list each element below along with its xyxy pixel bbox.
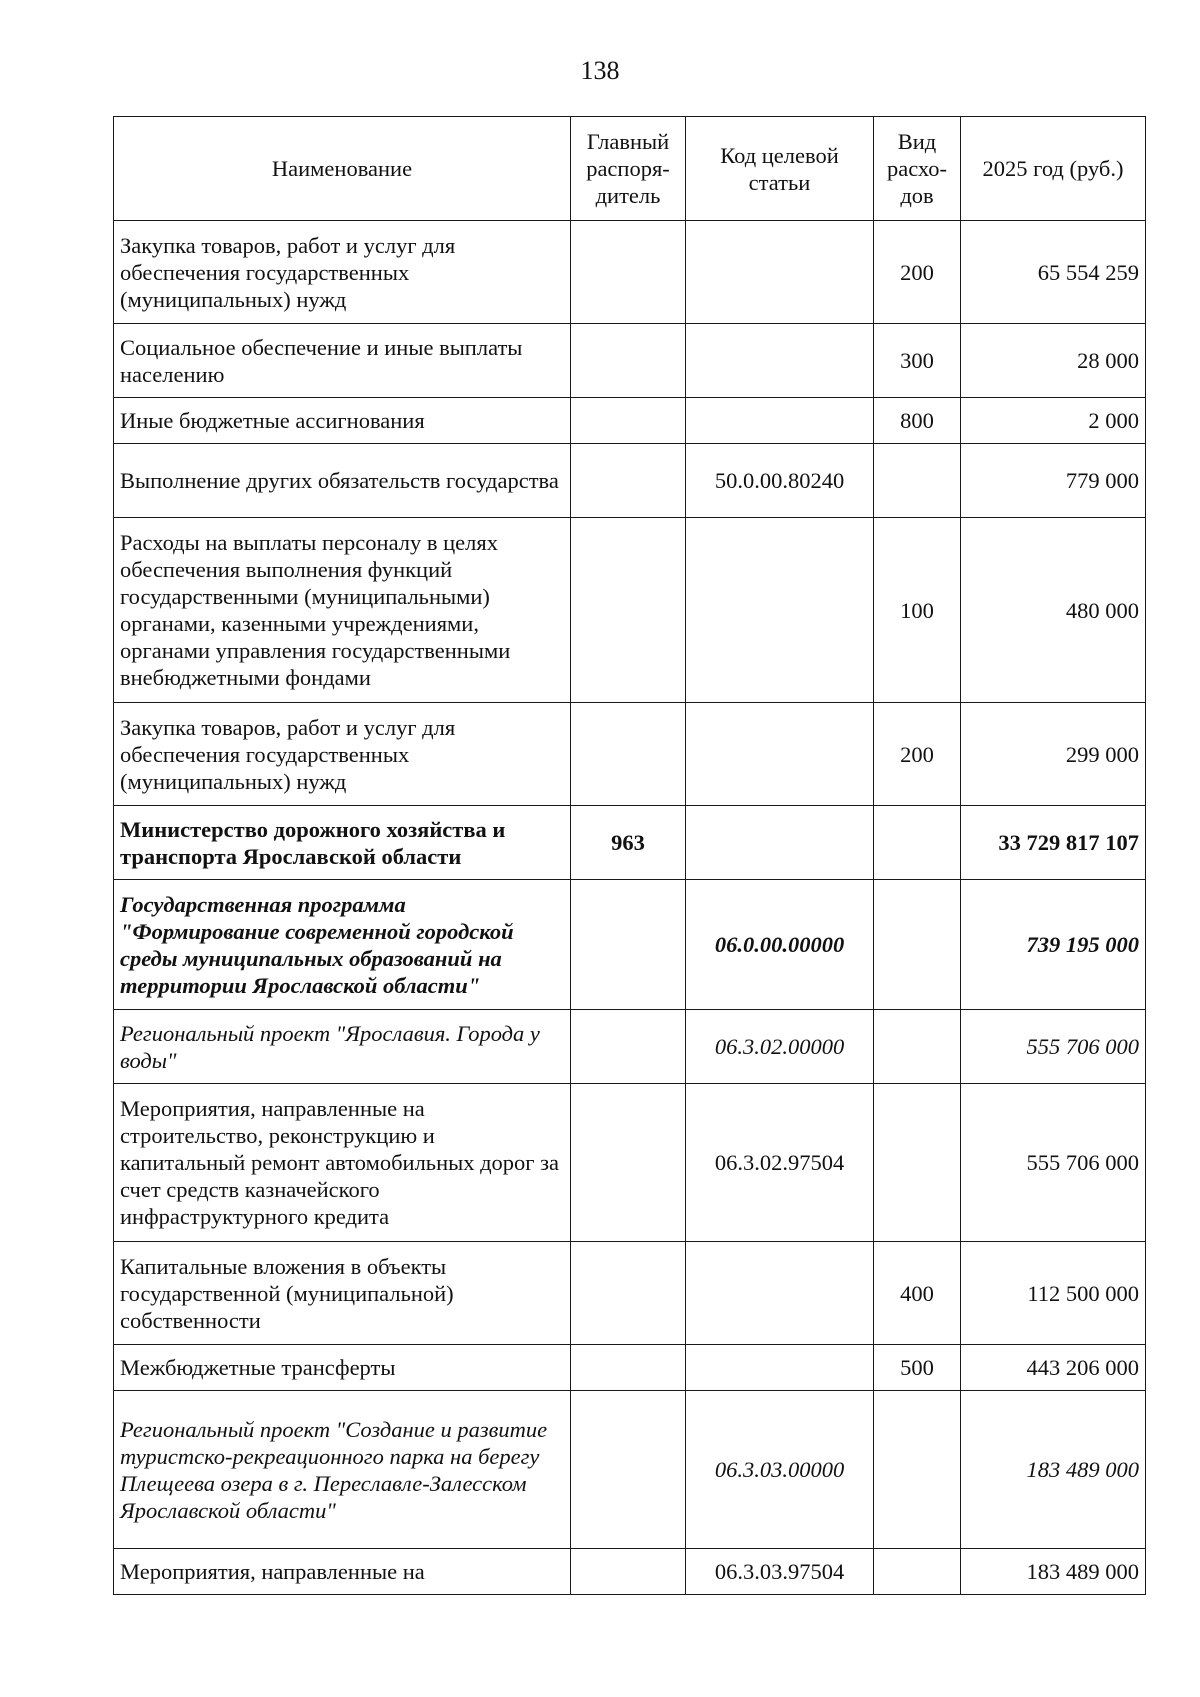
cell-type: 200 — [874, 221, 961, 324]
table-row — [114, 444, 1146, 518]
table-row — [114, 1084, 1146, 1242]
cell-name: Мероприятия, направленные на — [114, 1549, 571, 1595]
cell-code — [686, 1345, 874, 1391]
cell-code: 06.3.03.00000 — [686, 1391, 874, 1549]
cell-name: Выполнение других обязательств государства — [114, 444, 571, 518]
cell-amount: 555 706 000 — [961, 1084, 1146, 1242]
cell-amount: 443 206 000 — [961, 1345, 1146, 1391]
cell-type — [874, 1549, 961, 1595]
cell-name: Региональный проект "Ярославия. Города у воды" — [114, 1010, 571, 1084]
cell-amount: 299 000 — [961, 703, 1146, 806]
cell-distributor — [571, 518, 686, 703]
cell-amount: 739 195 000 — [961, 880, 1146, 1010]
cell-code — [686, 703, 874, 806]
header-name: Наименование — [114, 117, 571, 221]
cell-code: 06.3.02.97504 — [686, 1084, 874, 1242]
table-row — [114, 1010, 1146, 1084]
cell-type — [874, 444, 961, 518]
table-row — [114, 1391, 1146, 1549]
cell-type — [874, 880, 961, 1010]
header-type: Вид расхо-дов — [874, 117, 961, 221]
cell-name: Расходы на выплаты персоналу в целях обеспечения выполнения функций государственными (муниципальными) органами, казенными учреждениями, органами управления государственными внебюджетными фондами — [114, 518, 571, 703]
cell-code — [686, 806, 874, 880]
table-row — [114, 806, 1146, 880]
cell-distributor: 963 — [571, 806, 686, 880]
cell-code — [686, 398, 874, 444]
cell-type — [874, 1391, 961, 1549]
cell-distributor — [571, 1010, 686, 1084]
cell-type — [874, 1010, 961, 1084]
header-code: Код целевой статьи — [686, 117, 874, 221]
header-distributor: Главный распоря-дитель — [571, 117, 686, 221]
table-row — [114, 518, 1146, 703]
cell-amount: 65 554 259 — [961, 221, 1146, 324]
header-amount: 2025 год (руб.) — [961, 117, 1146, 221]
cell-distributor — [571, 221, 686, 324]
table-row — [114, 324, 1146, 398]
cell-amount: 112 500 000 — [961, 1242, 1146, 1345]
cell-distributor — [571, 1242, 686, 1345]
cell-code: 06.3.03.97504 — [686, 1549, 874, 1595]
cell-code: 50.0.00.80240 — [686, 444, 874, 518]
cell-type: 300 — [874, 324, 961, 398]
table-header-row — [114, 117, 1146, 221]
cell-type: 200 — [874, 703, 961, 806]
cell-code — [686, 518, 874, 703]
cell-amount: 183 489 000 — [961, 1549, 1146, 1595]
table-row — [114, 221, 1146, 324]
cell-name: Мероприятия, направленные на строительство, реконструкцию и капитальный ремонт автомобильных дорог за счет средств казначейского инфраструктурного кредита — [114, 1084, 571, 1242]
cell-amount: 779 000 — [961, 444, 1146, 518]
cell-code: 06.3.02.00000 — [686, 1010, 874, 1084]
cell-distributor — [571, 880, 686, 1010]
cell-amount: 183 489 000 — [961, 1391, 1146, 1549]
cell-name: Министерство дорожного хозяйства и транспорта Ярославской области — [114, 806, 571, 880]
cell-type: 100 — [874, 518, 961, 703]
cell-amount: 2 000 — [961, 398, 1146, 444]
cell-type — [874, 806, 961, 880]
cell-name: Капитальные вложения в объекты государственной (муниципальной) собственности — [114, 1242, 571, 1345]
cell-type: 500 — [874, 1345, 961, 1391]
cell-type — [874, 1084, 961, 1242]
page-number: 138 — [580, 56, 620, 85]
cell-name: Закупка товаров, работ и услуг для обеспечения государственных (муниципальных) нужд — [114, 703, 571, 806]
cell-distributor — [571, 1084, 686, 1242]
cell-code: 06.0.00.00000 — [686, 880, 874, 1010]
cell-amount: 480 000 — [961, 518, 1146, 703]
table-row — [114, 703, 1146, 806]
cell-distributor — [571, 398, 686, 444]
cell-distributor — [571, 703, 686, 806]
cell-distributor — [571, 444, 686, 518]
table-row — [114, 880, 1146, 1010]
cell-name: Закупка товаров, работ и услуг для обеспечения государственных (муниципальных) нужд — [114, 221, 571, 324]
table-row — [114, 1549, 1146, 1595]
cell-name: Социальное обеспечение и иные выплаты населению — [114, 324, 571, 398]
cell-name: Государственная программа "Формирование современной городской среды муниципальных образований на территории Ярославской области" — [114, 880, 571, 1010]
table-row — [114, 398, 1146, 444]
cell-amount: 555 706 000 — [961, 1010, 1146, 1084]
cell-code — [686, 1242, 874, 1345]
cell-name: Региональный проект "Создание и развитие туристско-рекреационного парка на берегу Плещеева озера в г. Переславле-Залесском Ярославской области" — [114, 1391, 571, 1549]
table-body — [114, 221, 1146, 1595]
cell-distributor — [571, 1549, 686, 1595]
cell-code — [686, 324, 874, 398]
cell-type: 800 — [874, 398, 961, 444]
cell-distributor — [571, 1345, 686, 1391]
cell-distributor — [571, 324, 686, 398]
cell-type: 400 — [874, 1242, 961, 1345]
cell-code — [686, 221, 874, 324]
cell-amount: 28 000 — [961, 324, 1146, 398]
cell-name: Иные бюджетные ассигнования — [114, 398, 571, 444]
cell-distributor — [571, 1391, 686, 1549]
table-row — [114, 1345, 1146, 1391]
cell-name: Межбюджетные трансферты — [114, 1345, 571, 1391]
budget-table — [113, 116, 1146, 1595]
cell-amount: 33 729 817 107 — [961, 806, 1146, 880]
table-row — [114, 1242, 1146, 1345]
